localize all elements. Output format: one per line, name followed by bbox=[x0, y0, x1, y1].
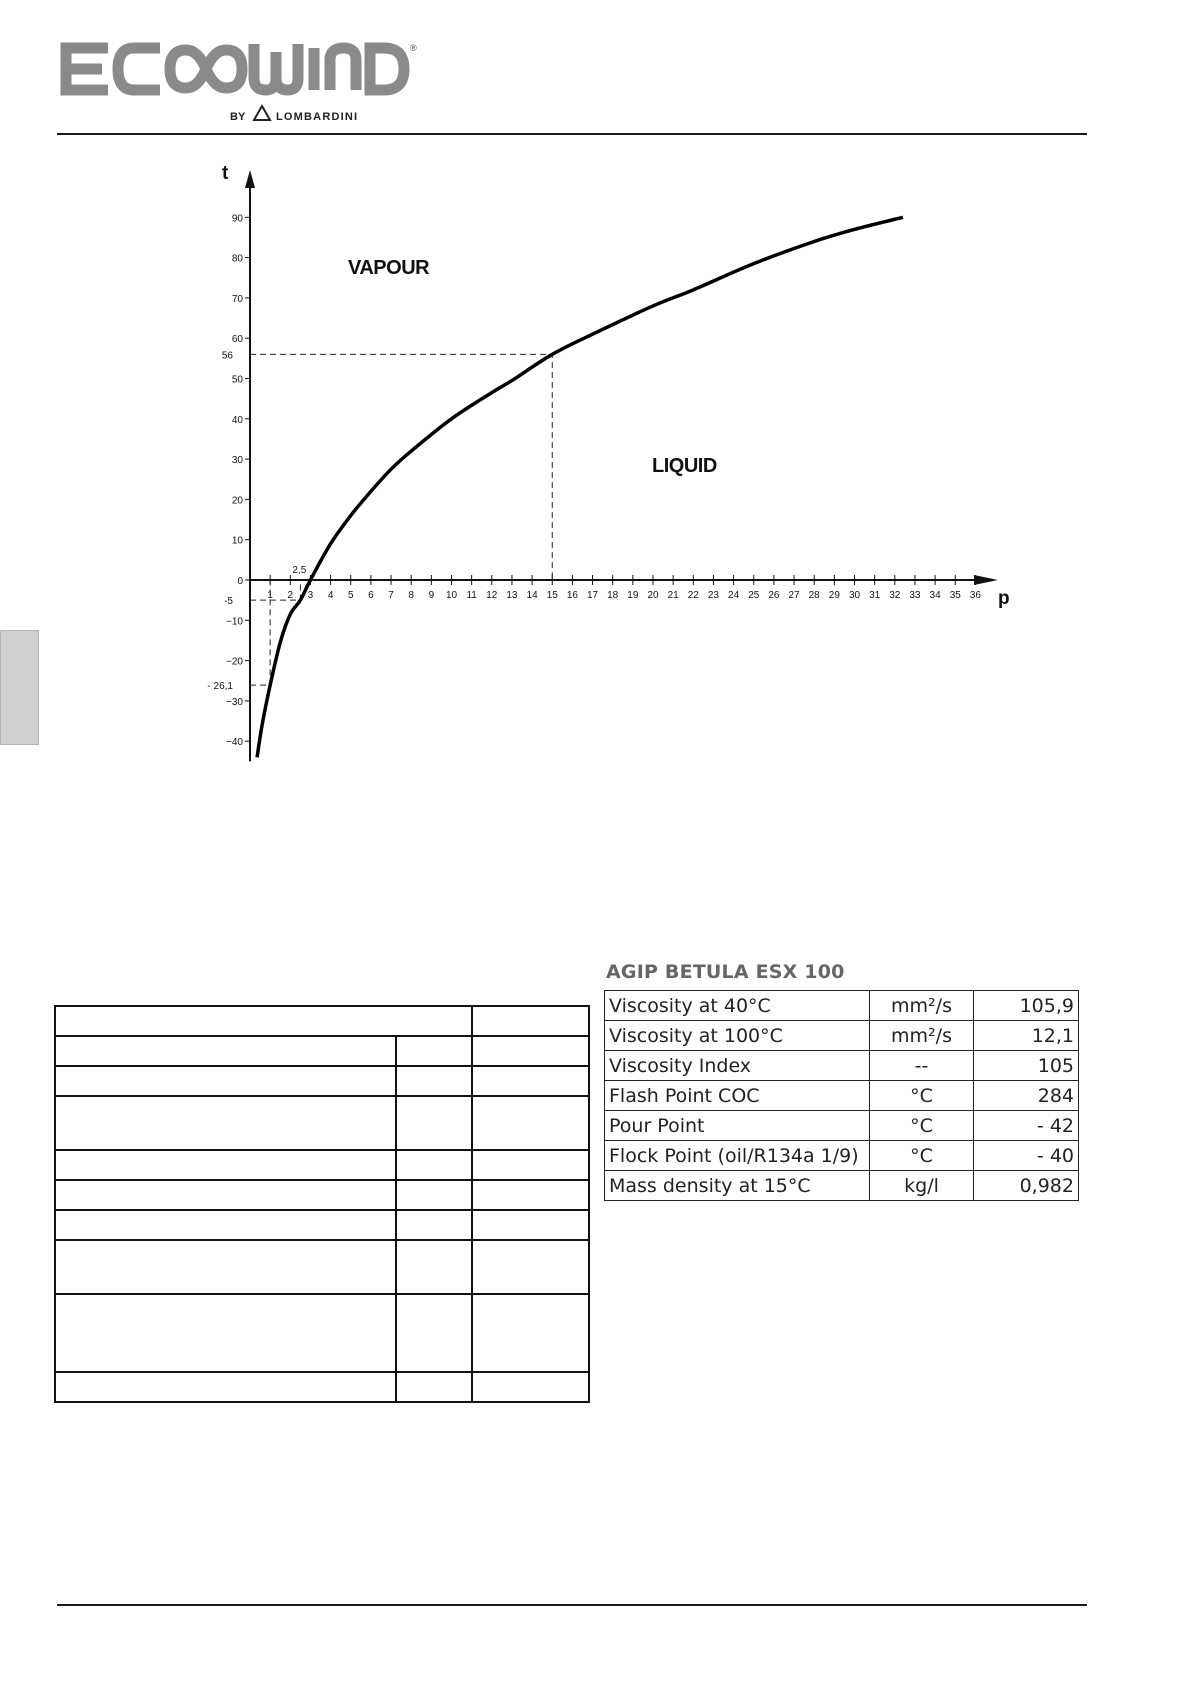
x-tick-label: 13 bbox=[506, 590, 518, 601]
property-value: 284 bbox=[974, 1081, 1079, 1111]
x-tick-label: 11 bbox=[466, 590, 477, 601]
table-row bbox=[605, 1081, 1079, 1111]
table-row bbox=[55, 1294, 589, 1372]
x-tick-label: 16 bbox=[566, 590, 578, 601]
y-tick-label: 90 bbox=[231, 213, 243, 225]
property-value: 0,982 bbox=[974, 1171, 1079, 1201]
y-tick-label: 10 bbox=[231, 535, 243, 547]
x-tick-label: 25 bbox=[748, 590, 760, 601]
x-tick-label: 9 bbox=[428, 590, 435, 601]
x-tick-label: 29 bbox=[828, 590, 840, 601]
marked-value-2-5: 2,5 bbox=[292, 565, 307, 576]
property-unit: °C bbox=[870, 1141, 974, 1171]
x-tick-label: 33 bbox=[909, 590, 921, 601]
x-tick-label: 20 bbox=[647, 590, 659, 601]
x-tick-label: 12 bbox=[486, 590, 498, 601]
table-row bbox=[55, 1006, 589, 1036]
x-tick-label: 3 bbox=[307, 590, 314, 601]
property-unit: kg/l bbox=[870, 1171, 974, 1201]
property-unit: mm²/s bbox=[870, 991, 974, 1021]
property-value: 105,9 bbox=[974, 991, 1079, 1021]
marked-value-minus-26-1: - 26,1 bbox=[207, 681, 233, 693]
property-unit: mm²/s bbox=[870, 1021, 974, 1051]
x-tick-label: 5 bbox=[347, 590, 354, 601]
property-unit: °C bbox=[870, 1081, 974, 1111]
y-tick-label: 80 bbox=[231, 253, 243, 265]
x-tick-label: 19 bbox=[627, 590, 639, 601]
table-row bbox=[605, 1111, 1079, 1141]
svg-text:®: ® bbox=[410, 43, 417, 53]
y-tick-label: 40 bbox=[231, 414, 243, 426]
table-row bbox=[55, 1150, 589, 1180]
footer-rule bbox=[57, 1604, 1087, 1606]
property-unit: °C bbox=[870, 1111, 974, 1141]
x-tick-label: 35 bbox=[949, 590, 961, 601]
y-tick-label: 0 bbox=[237, 576, 243, 587]
table-row bbox=[55, 1180, 589, 1210]
x-tick-label: 36 bbox=[969, 590, 981, 601]
logo-by: BY bbox=[230, 111, 246, 123]
property-name: Viscosity at 40°C bbox=[605, 991, 870, 1021]
y-axis-label: t bbox=[222, 163, 229, 184]
property-name: Viscosity Index bbox=[605, 1051, 870, 1081]
logo-text: ECOWIND bbox=[58, 40, 63, 41]
table-row bbox=[605, 991, 1079, 1021]
table-row bbox=[605, 1171, 1079, 1201]
property-name: Mass density at 15°C bbox=[605, 1171, 870, 1201]
table-row bbox=[55, 1066, 589, 1096]
x-tick-label: 4 bbox=[327, 590, 334, 601]
x-tick-label: 17 bbox=[586, 590, 599, 601]
x-tick-label: 10 bbox=[445, 590, 458, 601]
oil-properties-table bbox=[604, 990, 1079, 1201]
table-row bbox=[55, 1036, 589, 1066]
property-unit: -- bbox=[870, 1051, 974, 1081]
property-name: Flash Point COC bbox=[605, 1081, 870, 1111]
refrigerant-curve-chart bbox=[180, 160, 1060, 770]
x-tick-label: 14 bbox=[526, 590, 538, 601]
x-tick-label: 18 bbox=[607, 590, 619, 601]
guide-line bbox=[250, 354, 552, 580]
logo-brand: LOMBARDINI bbox=[276, 111, 359, 123]
x-tick-label: 21 bbox=[667, 590, 679, 601]
y-tick-label: −20 bbox=[226, 656, 243, 668]
marked-value-minus-5: -5 bbox=[224, 596, 233, 608]
property-name: Pour Point bbox=[605, 1111, 870, 1141]
liquid-region-label: LIQUID bbox=[652, 455, 717, 477]
saturation-curve bbox=[257, 217, 903, 757]
x-tick-label: 6 bbox=[368, 590, 374, 601]
y-tick-label: 70 bbox=[231, 293, 243, 305]
x-tick-label: 2 bbox=[287, 590, 294, 601]
header-rule bbox=[57, 133, 1087, 135]
y-tick-label: −30 bbox=[226, 696, 243, 708]
y-tick-label: 30 bbox=[231, 455, 243, 467]
empty-table bbox=[54, 1005, 590, 1403]
oil-table-title: AGIP BETULA ESX 100 bbox=[606, 961, 845, 983]
vapour-region-label: VAPOUR bbox=[348, 257, 430, 279]
side-tab bbox=[0, 630, 39, 745]
y-axis-arrow bbox=[245, 170, 255, 188]
table-row bbox=[55, 1210, 589, 1240]
x-tick-label: 31 bbox=[869, 590, 881, 601]
x-axis-label: p bbox=[998, 588, 1010, 609]
x-tick-label: 23 bbox=[707, 590, 720, 601]
x-tick-label: 27 bbox=[788, 590, 800, 601]
x-tick-label: 28 bbox=[808, 590, 820, 601]
x-tick-label: 7 bbox=[388, 590, 394, 601]
table-row bbox=[605, 1051, 1079, 1081]
property-value: 105 bbox=[974, 1051, 1079, 1081]
table-row bbox=[605, 1021, 1079, 1051]
table-row bbox=[55, 1096, 589, 1150]
ecowind-logo bbox=[58, 40, 418, 130]
y-tick-label: −40 bbox=[226, 737, 243, 749]
property-value: 12,1 bbox=[974, 1021, 1079, 1051]
marked-value-56: 56 bbox=[221, 350, 233, 362]
x-axis-arrow bbox=[974, 575, 998, 585]
property-value: - 42 bbox=[974, 1111, 1079, 1141]
y-tick-label: 20 bbox=[231, 495, 243, 507]
table-row bbox=[605, 1141, 1079, 1171]
property-value: - 40 bbox=[974, 1141, 1079, 1171]
x-tick-label: 32 bbox=[889, 590, 901, 601]
y-tick-label: 60 bbox=[231, 334, 243, 346]
x-tick-label: 8 bbox=[408, 590, 414, 601]
x-tick-label: 30 bbox=[848, 590, 861, 601]
x-tick-label: 34 bbox=[929, 590, 941, 601]
x-tick-label: 26 bbox=[768, 590, 780, 601]
property-name: Flock Point (oil/R134a 1/9) bbox=[605, 1141, 870, 1171]
x-tick-label: 15 bbox=[546, 590, 558, 601]
x-tick-label: 1 bbox=[267, 590, 273, 601]
table-row bbox=[55, 1240, 589, 1294]
property-name: Viscosity at 100°C bbox=[605, 1021, 870, 1051]
x-tick-label: 24 bbox=[728, 590, 740, 601]
lombardini-mark bbox=[230, 106, 358, 123]
y-tick-label: 50 bbox=[231, 374, 243, 386]
y-tick-label: −10 bbox=[226, 616, 243, 628]
table-row bbox=[55, 1372, 589, 1402]
x-tick-label: 22 bbox=[687, 590, 699, 601]
